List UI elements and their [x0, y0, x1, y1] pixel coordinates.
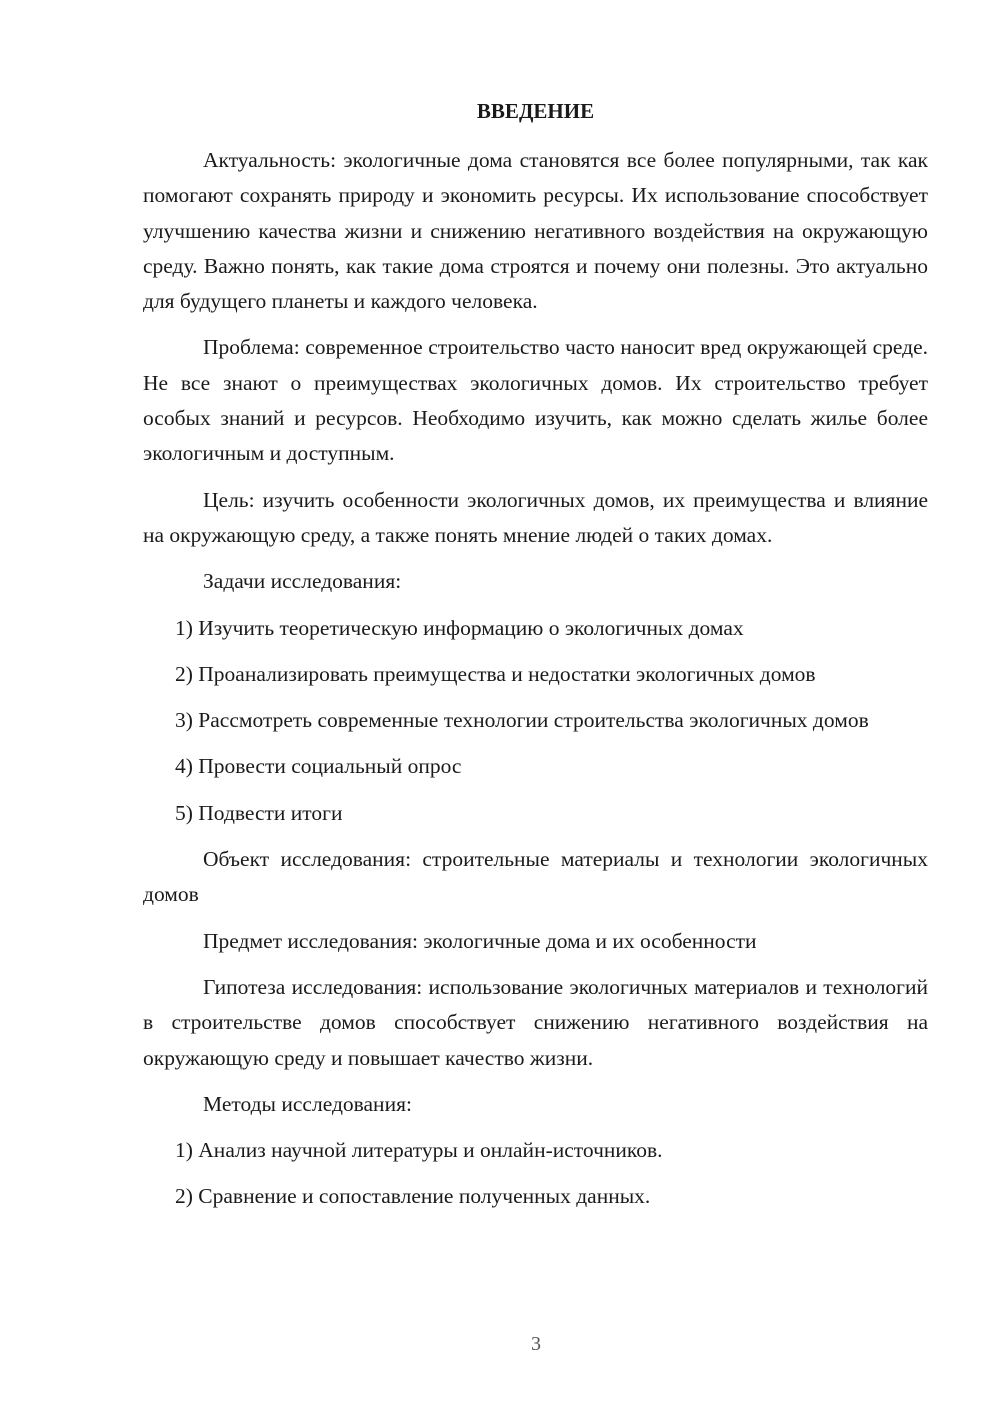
task-item-4: 4) Провести социальный опрос [175, 754, 462, 779]
task-item-5: 5) Подвести итоги [175, 800, 343, 825]
tasks-heading: Задачи исследования: [203, 569, 402, 594]
object-paragraph: Объект исследования: строительные материалы и технологии экологичных домов [143, 847, 928, 907]
hypothesis-paragraph: Гипотеза исследования: использование экологичных материалов и технологий в строительстве домов способствует снижению негативного воздействия на окружающую среду и повышает качество жизни. [143, 974, 928, 1070]
task-item-2: 2) Проанализировать преимущества и недостатки экологичных домов [175, 661, 816, 686]
method-item-2: 2) Сравнение и сопоставление полученных данных. [175, 1184, 651, 1209]
task-item-3: 3) Рассмотреть современные технологии строительства экологичных домов [175, 708, 869, 733]
methods-heading: Методы исследования: [203, 1091, 412, 1116]
document-body [143, 143, 928, 1226]
goal-paragraph: Цель: изучить особенности экологичных домов, их преимущества и влияние на окружающую среду, а также понять мнение людей о таких домах. [143, 487, 928, 547]
method-item-1: 1) Анализ научной литературы и онлайн-источников. [175, 1138, 663, 1163]
problem-paragraph: Проблема: современное строительство часто наносит вред окружающей среде. Не все знают о преимуществах экологичных домов. Их строительство требует особых знаний и ресурсов. Необходимо изучить, как можно сделать жилье более экологичным и доступным. [143, 335, 928, 466]
task-item-1: 1) Изучить теоретическую информацию о экологичных домах [175, 615, 744, 640]
page-title: ВВЕДЕНИЕ [476, 99, 595, 123]
subject-paragraph: Предмет исследования: экологичные дома и их особенности [203, 928, 757, 953]
relevance-paragraph: Актуальность: экологичные дома становятся все более популярными, так как помогают сохранять природу и экономить ресурсы. Их использование способствует улучшению качества жизни и снижению негативного воздействия на окружающую среду. Важно понять, как такие дома строятся и почему они полезны. Это актуально для будущего планеты и каждого человека. [143, 148, 928, 314]
page-number: 3 [531, 1333, 541, 1355]
